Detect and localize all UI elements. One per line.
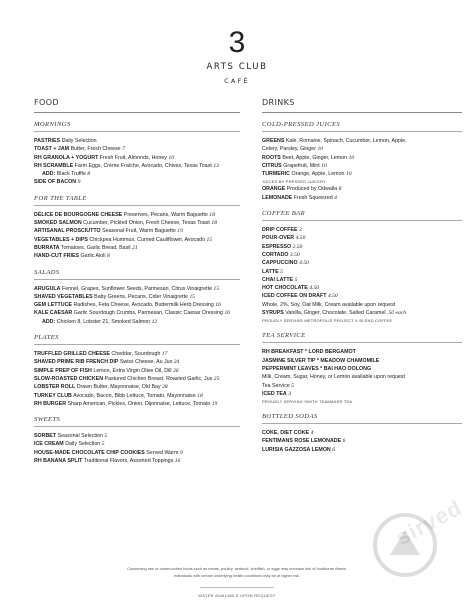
watermark-word: sirved bbox=[392, 494, 467, 551]
item-name: SMOKED SALMON bbox=[34, 220, 82, 227]
juice-note: JUICES BY PRESSED JUICERY bbox=[262, 179, 326, 185]
menu-item bbox=[34, 440, 240, 448]
item-name: TURMERIC bbox=[262, 171, 290, 178]
item-name: PEPPERMINT LEAVES * BAI HAO OOLONG bbox=[262, 365, 372, 372]
section-bottled-sodas bbox=[262, 413, 462, 454]
item-price: 26 bbox=[173, 367, 179, 374]
item-desc: Avocado, Bacon, Bibb Lettuce, Tomato, Mayonnaise bbox=[73, 392, 196, 399]
item-name: RH GRANOLA + YOGURT bbox=[34, 154, 99, 161]
item-name: ADD: bbox=[42, 171, 56, 178]
food-column bbox=[34, 98, 240, 465]
item-name: GEM LETTUCE bbox=[34, 302, 72, 309]
section-heading: FOR THE TABLE bbox=[34, 194, 87, 202]
menu-item bbox=[262, 251, 462, 259]
divider bbox=[34, 131, 240, 132]
section-mornings bbox=[34, 121, 240, 187]
item-name: SIMPLE PREP OF FISH bbox=[34, 367, 92, 374]
item-price: 24 bbox=[173, 359, 180, 366]
menu-item bbox=[34, 170, 240, 178]
item-name: SIDE OF BACON bbox=[34, 179, 77, 186]
item-list bbox=[34, 285, 240, 326]
item-name: BURRATA bbox=[34, 244, 60, 251]
item-price: 5 bbox=[294, 276, 298, 283]
menu-item bbox=[34, 400, 240, 408]
menu-item bbox=[34, 318, 240, 326]
menu-item bbox=[34, 309, 240, 317]
item-name: FENTIMANS ROSE LEMONADE bbox=[262, 438, 342, 445]
menu-item bbox=[262, 234, 462, 242]
menu-item bbox=[262, 348, 462, 356]
item-desc: Seasonal Selection bbox=[57, 433, 103, 440]
menu-item bbox=[34, 154, 240, 162]
menu-item bbox=[34, 449, 240, 457]
menu-item bbox=[34, 285, 240, 293]
item-desc: Daily Selection bbox=[65, 441, 101, 448]
item-name: ARTISANAL PROSCIUTTO bbox=[34, 228, 101, 235]
item-price: 8 bbox=[107, 253, 110, 260]
item-name: LURISIA GAZZOSA LEMON bbox=[262, 446, 331, 453]
item-desc: Black Truffle bbox=[56, 171, 86, 178]
item-desc: Served Warm bbox=[146, 449, 179, 456]
item-price: 18 bbox=[209, 211, 215, 218]
item-name: ICED COFFEE ON DRAFT bbox=[262, 293, 327, 300]
item-price: 19 bbox=[177, 228, 183, 235]
item-name: SHAVED PRIME RIB FRENCH DIP bbox=[34, 359, 119, 366]
item-desc: Baby Greens, Pecans, Cider Vinaigrette bbox=[94, 293, 188, 300]
item-desc: Orange, Apple, Lemon bbox=[291, 171, 345, 178]
item-name: ICED TEA bbox=[262, 390, 287, 397]
item-list bbox=[262, 226, 462, 301]
item-name: HOT CHOCOLATE bbox=[262, 285, 308, 292]
water-notice: WATER AVAILABLE UPON REQUEST bbox=[198, 593, 276, 598]
item-name: PASTRIES bbox=[34, 138, 61, 144]
divider bbox=[262, 131, 462, 132]
menu-item bbox=[34, 432, 240, 440]
item-name: POUR-OVER bbox=[262, 235, 295, 242]
menu-item bbox=[262, 185, 462, 193]
item-name: CORTADO bbox=[262, 251, 289, 258]
tea-note: PROUDLY SERVING SMITH TEAMAKER TEA bbox=[262, 399, 353, 405]
divider bbox=[262, 342, 462, 343]
item-list bbox=[34, 350, 240, 408]
section-coffee-bar bbox=[262, 210, 462, 324]
item-price: 16 bbox=[174, 458, 181, 465]
section-juices bbox=[262, 121, 462, 202]
item-name: LEMONADE bbox=[262, 194, 293, 201]
item-price: 4 bbox=[310, 430, 314, 437]
menu-item bbox=[262, 154, 462, 162]
item-price: 9 bbox=[77, 179, 81, 186]
menu-item bbox=[34, 137, 240, 145]
item-name: TURKEY CLUB bbox=[34, 392, 72, 399]
menu-item bbox=[262, 170, 462, 178]
menu-item-greens bbox=[262, 137, 462, 145]
divider bbox=[262, 423, 462, 424]
item-price: 21 bbox=[132, 244, 138, 251]
item-name: ADD: bbox=[42, 318, 56, 325]
divider bbox=[34, 426, 240, 427]
item-desc: Butter, Fresh Cheese bbox=[70, 146, 121, 153]
item-desc: Swiss Cheese, Au Jus bbox=[119, 359, 173, 366]
item-name: LOBSTER ROLL bbox=[34, 384, 76, 391]
menu-item bbox=[262, 226, 462, 234]
item-desc: Fresh Fruit, Almonds, Honey bbox=[99, 154, 167, 161]
menu-item bbox=[34, 392, 240, 400]
divider bbox=[34, 112, 240, 113]
item-desc: Garlic Aioli bbox=[80, 253, 106, 260]
section-plates bbox=[34, 334, 240, 408]
item-name: DÉLICE DE BOURGOGNE CHEESE bbox=[34, 211, 123, 218]
section-heading: MORNINGS bbox=[34, 121, 71, 128]
item-desc: Farm Eggs, Crème Fraîche, Avocado, Chives, Texas Toast bbox=[74, 162, 212, 169]
item-list bbox=[262, 429, 462, 454]
item-name: HOUSE-MADE CHOCOLATE CHIP COOKIES bbox=[34, 449, 145, 456]
menu-item bbox=[34, 244, 240, 252]
item-desc: Lemon, Extra Virgin Olive Oil, Dill bbox=[93, 367, 172, 374]
item-name: ORANGE bbox=[262, 186, 286, 193]
divider bbox=[34, 205, 240, 206]
item-price: 5 bbox=[291, 382, 294, 389]
menu-item-iced-tea bbox=[262, 390, 462, 398]
item-price: 15 bbox=[213, 285, 220, 292]
item-price: 2.50 bbox=[292, 243, 303, 250]
section-heading: PLATES bbox=[34, 334, 59, 342]
item-price: 5 bbox=[101, 441, 105, 448]
item-desc: Sharp American, Pickles, Onion, Dijonnaise, Lettuce, Tomato bbox=[67, 400, 211, 407]
menu-item bbox=[34, 178, 240, 186]
item-price: 4.50 bbox=[299, 260, 309, 267]
menu-item bbox=[34, 145, 240, 153]
divider bbox=[34, 344, 240, 345]
item-desc: Grapefruit, Mint bbox=[283, 162, 320, 169]
menu-item bbox=[34, 211, 240, 219]
item-name: RH SCRAMBLE bbox=[34, 162, 74, 169]
menu-item bbox=[262, 446, 462, 454]
item-price: 10 bbox=[321, 162, 327, 169]
item-price: 15 bbox=[189, 293, 196, 300]
item-price: 10 bbox=[345, 171, 352, 178]
item-name: VEGETABLES + DIPS bbox=[34, 236, 88, 243]
item-price: 18 bbox=[211, 220, 217, 227]
menu-item bbox=[262, 284, 462, 292]
item-desc: Kale, Romaine, Spinach, Cucumber, Lemon, Apple, bbox=[285, 138, 407, 144]
item-list bbox=[262, 185, 462, 202]
menu-item bbox=[262, 357, 462, 365]
item-desc: Tomatoes, Garlic Bread, Basil bbox=[60, 244, 131, 251]
item-name: LATTE bbox=[262, 268, 279, 275]
section-for-the-table bbox=[34, 195, 240, 261]
item-price: 19 bbox=[211, 400, 218, 407]
item-price: .50 each bbox=[387, 310, 407, 317]
item-name: SHAVED VEGETABLES bbox=[34, 293, 93, 300]
item-price: 8 bbox=[338, 186, 342, 193]
menu-item bbox=[34, 367, 240, 375]
item-desc: Daily Selection bbox=[61, 138, 97, 144]
item-list bbox=[262, 348, 462, 373]
menu-item bbox=[34, 227, 240, 235]
item-price: 13 bbox=[213, 162, 219, 169]
item-list bbox=[34, 211, 240, 261]
menu-item bbox=[262, 365, 462, 373]
item-desc: Traditional Flavors, Assorted Toppings bbox=[83, 458, 174, 465]
item-price: 4.50 bbox=[295, 235, 306, 242]
item-desc: Chickpea Hummus, Curried Cauliflower, Avocado bbox=[89, 236, 206, 243]
menu-item bbox=[262, 292, 462, 300]
item-price: 10 bbox=[317, 146, 324, 153]
item-price: 5 bbox=[104, 433, 108, 440]
item-price: 9 bbox=[179, 449, 183, 456]
item-name: ROOTS bbox=[262, 154, 281, 161]
menu-item bbox=[262, 194, 462, 202]
menu-item bbox=[34, 383, 240, 391]
menu-item bbox=[262, 268, 462, 276]
item-desc: Garlic Sourdough Crumbs, Parmesan, Classic Caesar Dressing bbox=[73, 310, 224, 317]
item-name: SORBET bbox=[34, 433, 57, 440]
section-heading: SALADS bbox=[34, 268, 60, 276]
section-sweets bbox=[34, 416, 240, 465]
section-heading: SWEETS bbox=[34, 416, 61, 424]
item-name: HAND-CUT FRIES bbox=[34, 253, 80, 260]
item-desc: Fennel, Grapes, Sunflower Seeds, Parmesan, Citrus Vinaigrette bbox=[61, 285, 213, 292]
coffee-note: PROUDLY SERVING METROPOLIS PROJECT X BLEND COFFEE bbox=[262, 318, 393, 324]
menu-item bbox=[262, 437, 462, 445]
drinks-column bbox=[262, 98, 462, 454]
item-price: 10 bbox=[168, 154, 174, 161]
item-name: ICE CREAM bbox=[34, 441, 64, 448]
section-heading: TEA SERVICE bbox=[262, 332, 306, 340]
menu-item bbox=[34, 350, 240, 358]
item-desc: Pastured Chicken Breast, Roasted Garlic, Jus bbox=[104, 375, 213, 382]
item-name: TRUFFLED GRILLED CHEESE bbox=[34, 351, 110, 358]
item-price: 10 bbox=[348, 154, 355, 161]
item-name: RH BURGER bbox=[34, 400, 67, 407]
item-name: CAPPUCCINO bbox=[262, 260, 298, 267]
item-name: RH BREAKFAST * LORD BERGAMOT bbox=[262, 349, 356, 356]
item-price: 3 bbox=[299, 227, 302, 234]
divider bbox=[34, 279, 240, 280]
menu-item bbox=[34, 457, 240, 465]
menu-item bbox=[34, 293, 240, 301]
item-price: 17 bbox=[161, 351, 168, 358]
section-heading: COLD-PRESSED JUICES bbox=[262, 121, 341, 128]
item-price: 7 bbox=[122, 146, 125, 153]
item-name: TOAST + JAM bbox=[34, 146, 70, 153]
item-name: COKE, DIET COKE bbox=[262, 430, 310, 437]
item-price: 12 bbox=[151, 318, 158, 325]
menu-item bbox=[34, 358, 240, 366]
item-desc: Cheddar, Sourdough bbox=[111, 351, 161, 358]
item-desc: Fresh Squeezed bbox=[293, 194, 333, 201]
section-heading: BOTTLED SODAS bbox=[262, 413, 318, 421]
menu-item bbox=[262, 243, 462, 251]
item-name: KALE CAESAR bbox=[34, 310, 73, 317]
item-desc: Celery, Parsley, Ginger bbox=[262, 146, 316, 153]
item-price: 18 bbox=[197, 392, 203, 399]
item-price: 15 bbox=[206, 236, 213, 243]
menu-item bbox=[34, 252, 240, 260]
item-price: 25 bbox=[213, 375, 220, 382]
section-tea-service bbox=[262, 332, 462, 405]
item-desc: Tea Service bbox=[262, 382, 290, 389]
logo-name: ARTS CLUB bbox=[206, 62, 268, 72]
food-safety-notice: Consuming raw or undercooked foods such as meats, poultry, seafood, shellfish, or eggs may increase risk of foodborne illness. bbox=[126, 566, 348, 571]
item-price: 4.50 bbox=[309, 285, 320, 292]
menu-item bbox=[34, 162, 240, 170]
menu-item bbox=[262, 276, 462, 284]
item-desc: Beet, Apple, Ginger, Lemon bbox=[282, 154, 348, 161]
logo-subtitle: CAFÉ bbox=[224, 77, 250, 85]
item-name: CITRUS bbox=[262, 162, 282, 169]
item-desc: Preserves, Pecans, Warm Baguette bbox=[123, 211, 208, 218]
menu-item-syrups bbox=[262, 309, 462, 317]
item-price: 28 bbox=[162, 384, 168, 391]
item-price: 16 bbox=[215, 302, 221, 309]
menu-item-tea-service bbox=[262, 382, 462, 390]
item-list bbox=[262, 154, 462, 179]
item-price: 4.50 bbox=[327, 293, 338, 300]
item-price: 3.50 bbox=[289, 251, 300, 258]
item-desc: Seasonal Fruit, Warm Baguette bbox=[102, 228, 176, 235]
item-price: 8 bbox=[87, 171, 91, 178]
menu-item bbox=[34, 236, 240, 244]
item-price: 3 bbox=[288, 390, 292, 397]
menu-item bbox=[34, 301, 240, 309]
section-heading: COFFEE BAR bbox=[262, 210, 306, 218]
item-price: 4 bbox=[334, 194, 337, 201]
section-salads bbox=[34, 269, 240, 326]
item-desc: Chicken 8, Lobster 21, Smoked Salmon bbox=[56, 318, 151, 325]
item-desc: Cucumber, Pickled Onion, Fresh Cheese, Texas Toast bbox=[83, 220, 210, 227]
menu-item bbox=[262, 162, 462, 170]
drinks-title: DRINKS bbox=[262, 98, 295, 107]
item-desc: Radishes, Feta Cheese, Avocado, Buttermilk Herb Dressing bbox=[73, 302, 214, 309]
item-name: GREENS bbox=[262, 138, 285, 144]
item-name: ARUGULA bbox=[34, 285, 61, 292]
item-desc: Produced by Odwalla bbox=[286, 186, 338, 193]
divider bbox=[200, 587, 274, 588]
item-name: SLOW-ROASTED CHICKEN bbox=[34, 375, 104, 382]
logo-number: 3 bbox=[228, 26, 246, 59]
item-price: 16 bbox=[224, 310, 231, 317]
item-price: 6 bbox=[332, 446, 336, 453]
tea-milk-options: Milk, Cream, Sugar, Honey, or Lemon available upon request bbox=[262, 374, 405, 381]
menu-item bbox=[262, 259, 462, 267]
menu-item bbox=[34, 375, 240, 383]
menu-item-greens-cont bbox=[262, 145, 462, 153]
menu-item bbox=[34, 219, 240, 227]
item-desc: Drawn Butter, Mayonnaise, Old Bay bbox=[76, 384, 161, 391]
item-price: 5 bbox=[280, 268, 283, 275]
item-name: JASMINE SILVER TIP * MEADOW CHAMOMILE bbox=[262, 357, 380, 364]
item-list bbox=[34, 432, 240, 465]
menu-item bbox=[262, 429, 462, 437]
milk-options: Whole, 2%, Soy, Oat Milk, Cream available upon request bbox=[262, 301, 396, 308]
item-name: RH BANANA SPLIT bbox=[34, 458, 83, 465]
item-list bbox=[34, 137, 240, 187]
item-desc: Vanilla, Ginger, Chocolate, Salted Caramel bbox=[285, 310, 386, 317]
food-title: FOOD bbox=[34, 98, 59, 107]
item-name: CHAI LATTE bbox=[262, 276, 294, 283]
item-name: SYRUPS bbox=[262, 310, 284, 317]
divider bbox=[262, 112, 462, 113]
item-name: DRIP COFFEE bbox=[262, 227, 298, 234]
item-name: ESPRESSO bbox=[262, 243, 292, 250]
divider bbox=[262, 220, 462, 221]
item-price: 6 bbox=[342, 438, 346, 445]
health-notice: Individuals with certain underlying health conditions may be at higher risk. bbox=[173, 573, 301, 578]
